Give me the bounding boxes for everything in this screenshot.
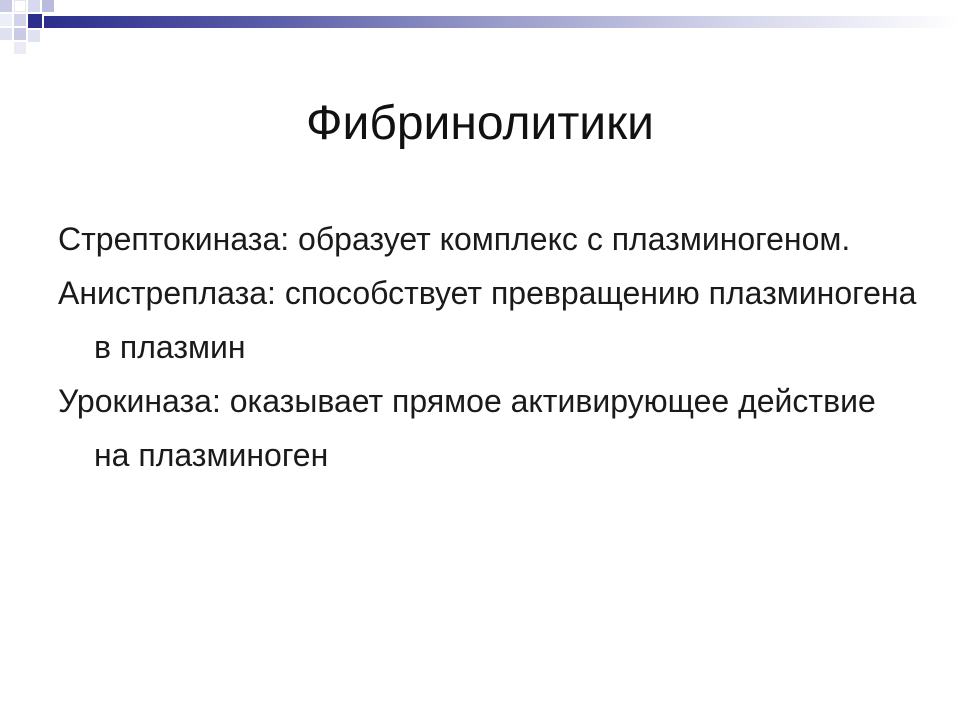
decor-square <box>42 0 54 12</box>
decor-square <box>14 42 26 54</box>
slide-body <box>58 212 918 482</box>
decor-square <box>0 28 12 40</box>
list-item: Урокиназа: оказывает прямое активирующее действие на плазминоген <box>58 383 876 473</box>
decor-square <box>14 14 26 26</box>
decor-square <box>0 0 12 12</box>
list-item: Стрептокиназа: образует комплекс с плазминогеном. <box>58 221 851 257</box>
decor-square <box>28 0 40 12</box>
corner-decoration <box>0 0 80 60</box>
slide-title: Фибринолитики <box>306 97 654 150</box>
list-item: Анистреплаза: способствует превращению плазминогена в плазмин <box>58 275 917 365</box>
header-gradient-bar <box>44 16 960 28</box>
decor-square <box>0 14 12 26</box>
decor-square <box>14 28 26 40</box>
decor-square <box>28 30 40 42</box>
decor-square <box>28 14 42 28</box>
decor-square <box>14 0 26 12</box>
